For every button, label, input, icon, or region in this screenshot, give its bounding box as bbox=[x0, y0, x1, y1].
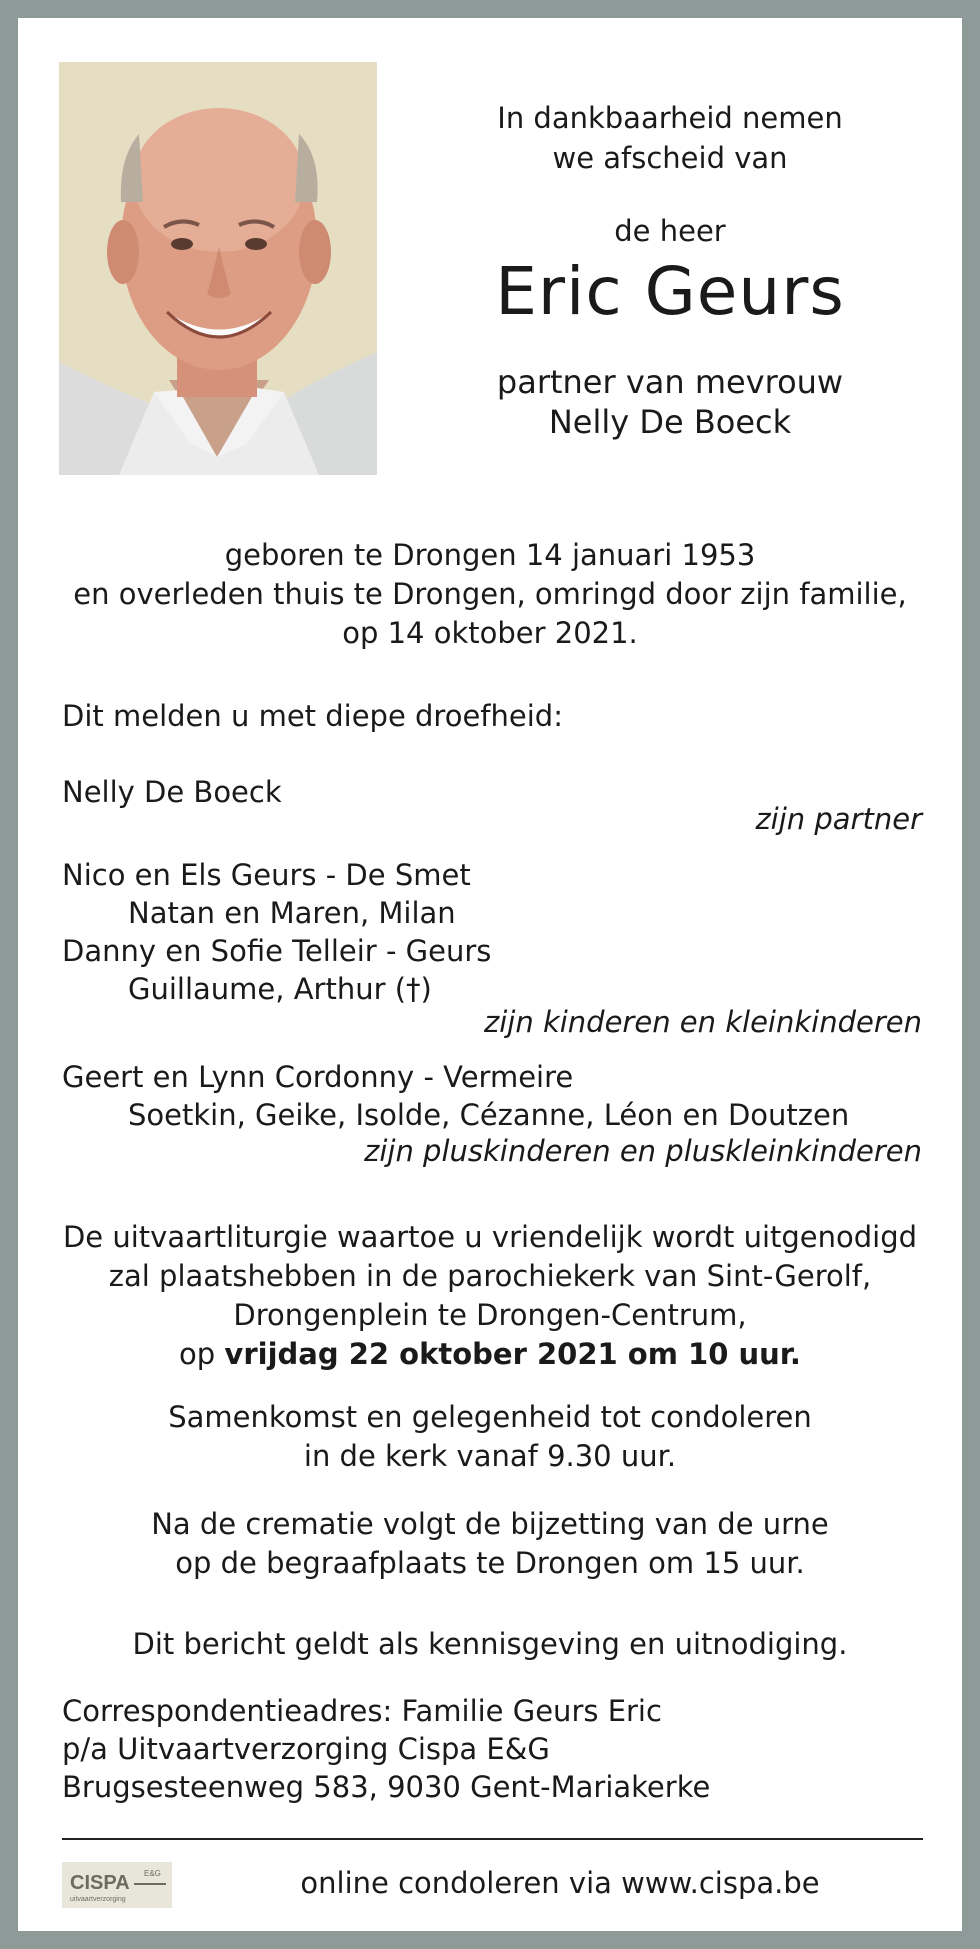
family-children-role: zijn kinderen en kleinkinderen bbox=[484, 1005, 922, 1039]
birth-death-info bbox=[40, 536, 940, 653]
deceased-name: Eric Geurs bbox=[495, 253, 845, 330]
ceremony-date-line bbox=[40, 1335, 940, 1374]
ceremony-line: zal plaatshebben in de parochiekerk van Sint-Gerolf, bbox=[108, 1259, 872, 1293]
correspondence-address bbox=[62, 1692, 710, 1806]
burial-line: op de begraafplaats te Drongen om 15 uur. bbox=[175, 1546, 805, 1580]
intro-line: we afscheid van bbox=[552, 141, 788, 175]
family-step-role: zijn pluskinderen en pluskleinkinderen bbox=[364, 1134, 922, 1168]
gathering-line: Samenkomst en gelegenheid tot condoleren bbox=[168, 1400, 812, 1434]
title-prefix: de heer bbox=[614, 214, 726, 248]
ceremony-line: De uitvaartliturgie waartoe u vriendelijk wordt uitgenodigd bbox=[62, 1220, 918, 1254]
death-line: en overleden thuis te Drongen, omringd door zijn familie, bbox=[73, 577, 907, 611]
family-member: Geert en Lynn Cordonny - Vermeire bbox=[62, 1060, 574, 1094]
intro-line: In dankbaarheid nemen bbox=[497, 101, 843, 135]
gathering-line: in de kerk vanaf 9.30 uur. bbox=[303, 1439, 677, 1473]
family-member: Soetkin, Geike, Isolde, Cézanne, Léon en Doutzen bbox=[128, 1098, 850, 1132]
address-line: Brugsesteenweg 583, 9030 Gent-Mariakerke bbox=[62, 1770, 711, 1804]
burial-line: Na de crematie volgt de bijzetting van de urne bbox=[151, 1507, 829, 1541]
ceremony-line: Drongenplein te Drongen-Centrum, bbox=[233, 1298, 747, 1332]
announcement: Dit melden u met diepe droefheid: bbox=[62, 699, 563, 733]
portrait-photo bbox=[59, 62, 377, 475]
address-line: Correspondentieadres: Familie Geurs Eric bbox=[62, 1694, 662, 1728]
family-member: Guillaume, Arthur (†) bbox=[128, 972, 432, 1006]
online-condolence: online condoleren via www.cispa.be bbox=[300, 1866, 820, 1900]
burial-info bbox=[40, 1505, 940, 1583]
family-member: Nico en Els Geurs - De Smet bbox=[62, 858, 471, 892]
ceremony-info bbox=[40, 1218, 940, 1374]
ceremony-date: vrijdag 22 oktober 2021 om 10 uur. bbox=[224, 1337, 801, 1371]
address-line: p/a Uitvaartverzorging Cispa E&G bbox=[62, 1732, 550, 1766]
ceremony-date-prefix: op bbox=[179, 1337, 225, 1371]
death-date-line: op 14 oktober 2021. bbox=[342, 616, 638, 650]
family-partner-role: zijn partner bbox=[755, 802, 922, 836]
intro-text bbox=[400, 98, 940, 178]
divider bbox=[62, 1838, 923, 1840]
family-children bbox=[62, 856, 491, 1008]
family-member: Natan en Maren, Milan bbox=[128, 896, 456, 930]
partner-line: partner van mevrouw bbox=[496, 363, 844, 401]
family-member: Danny en Sofie Telleir - Geurs bbox=[62, 934, 492, 968]
partner-line: Nelly De Boeck bbox=[548, 403, 792, 441]
family-step bbox=[62, 1058, 849, 1134]
logo-sup: E&G bbox=[144, 1869, 161, 1878]
family-partner-name: Nelly De Boeck bbox=[62, 775, 282, 809]
notice-text: Dit bericht geldt als kennisgeving en uitnodiging. bbox=[132, 1627, 848, 1661]
logo-brand: CISPA bbox=[70, 1872, 130, 1894]
gathering-info bbox=[40, 1398, 940, 1476]
logo-sub: uitvaartverzorging bbox=[70, 1896, 126, 1903]
cispa-logo bbox=[62, 1862, 172, 1908]
partner-text bbox=[400, 362, 940, 442]
birth-line: geboren te Drongen 14 januari 1953 bbox=[224, 538, 756, 572]
